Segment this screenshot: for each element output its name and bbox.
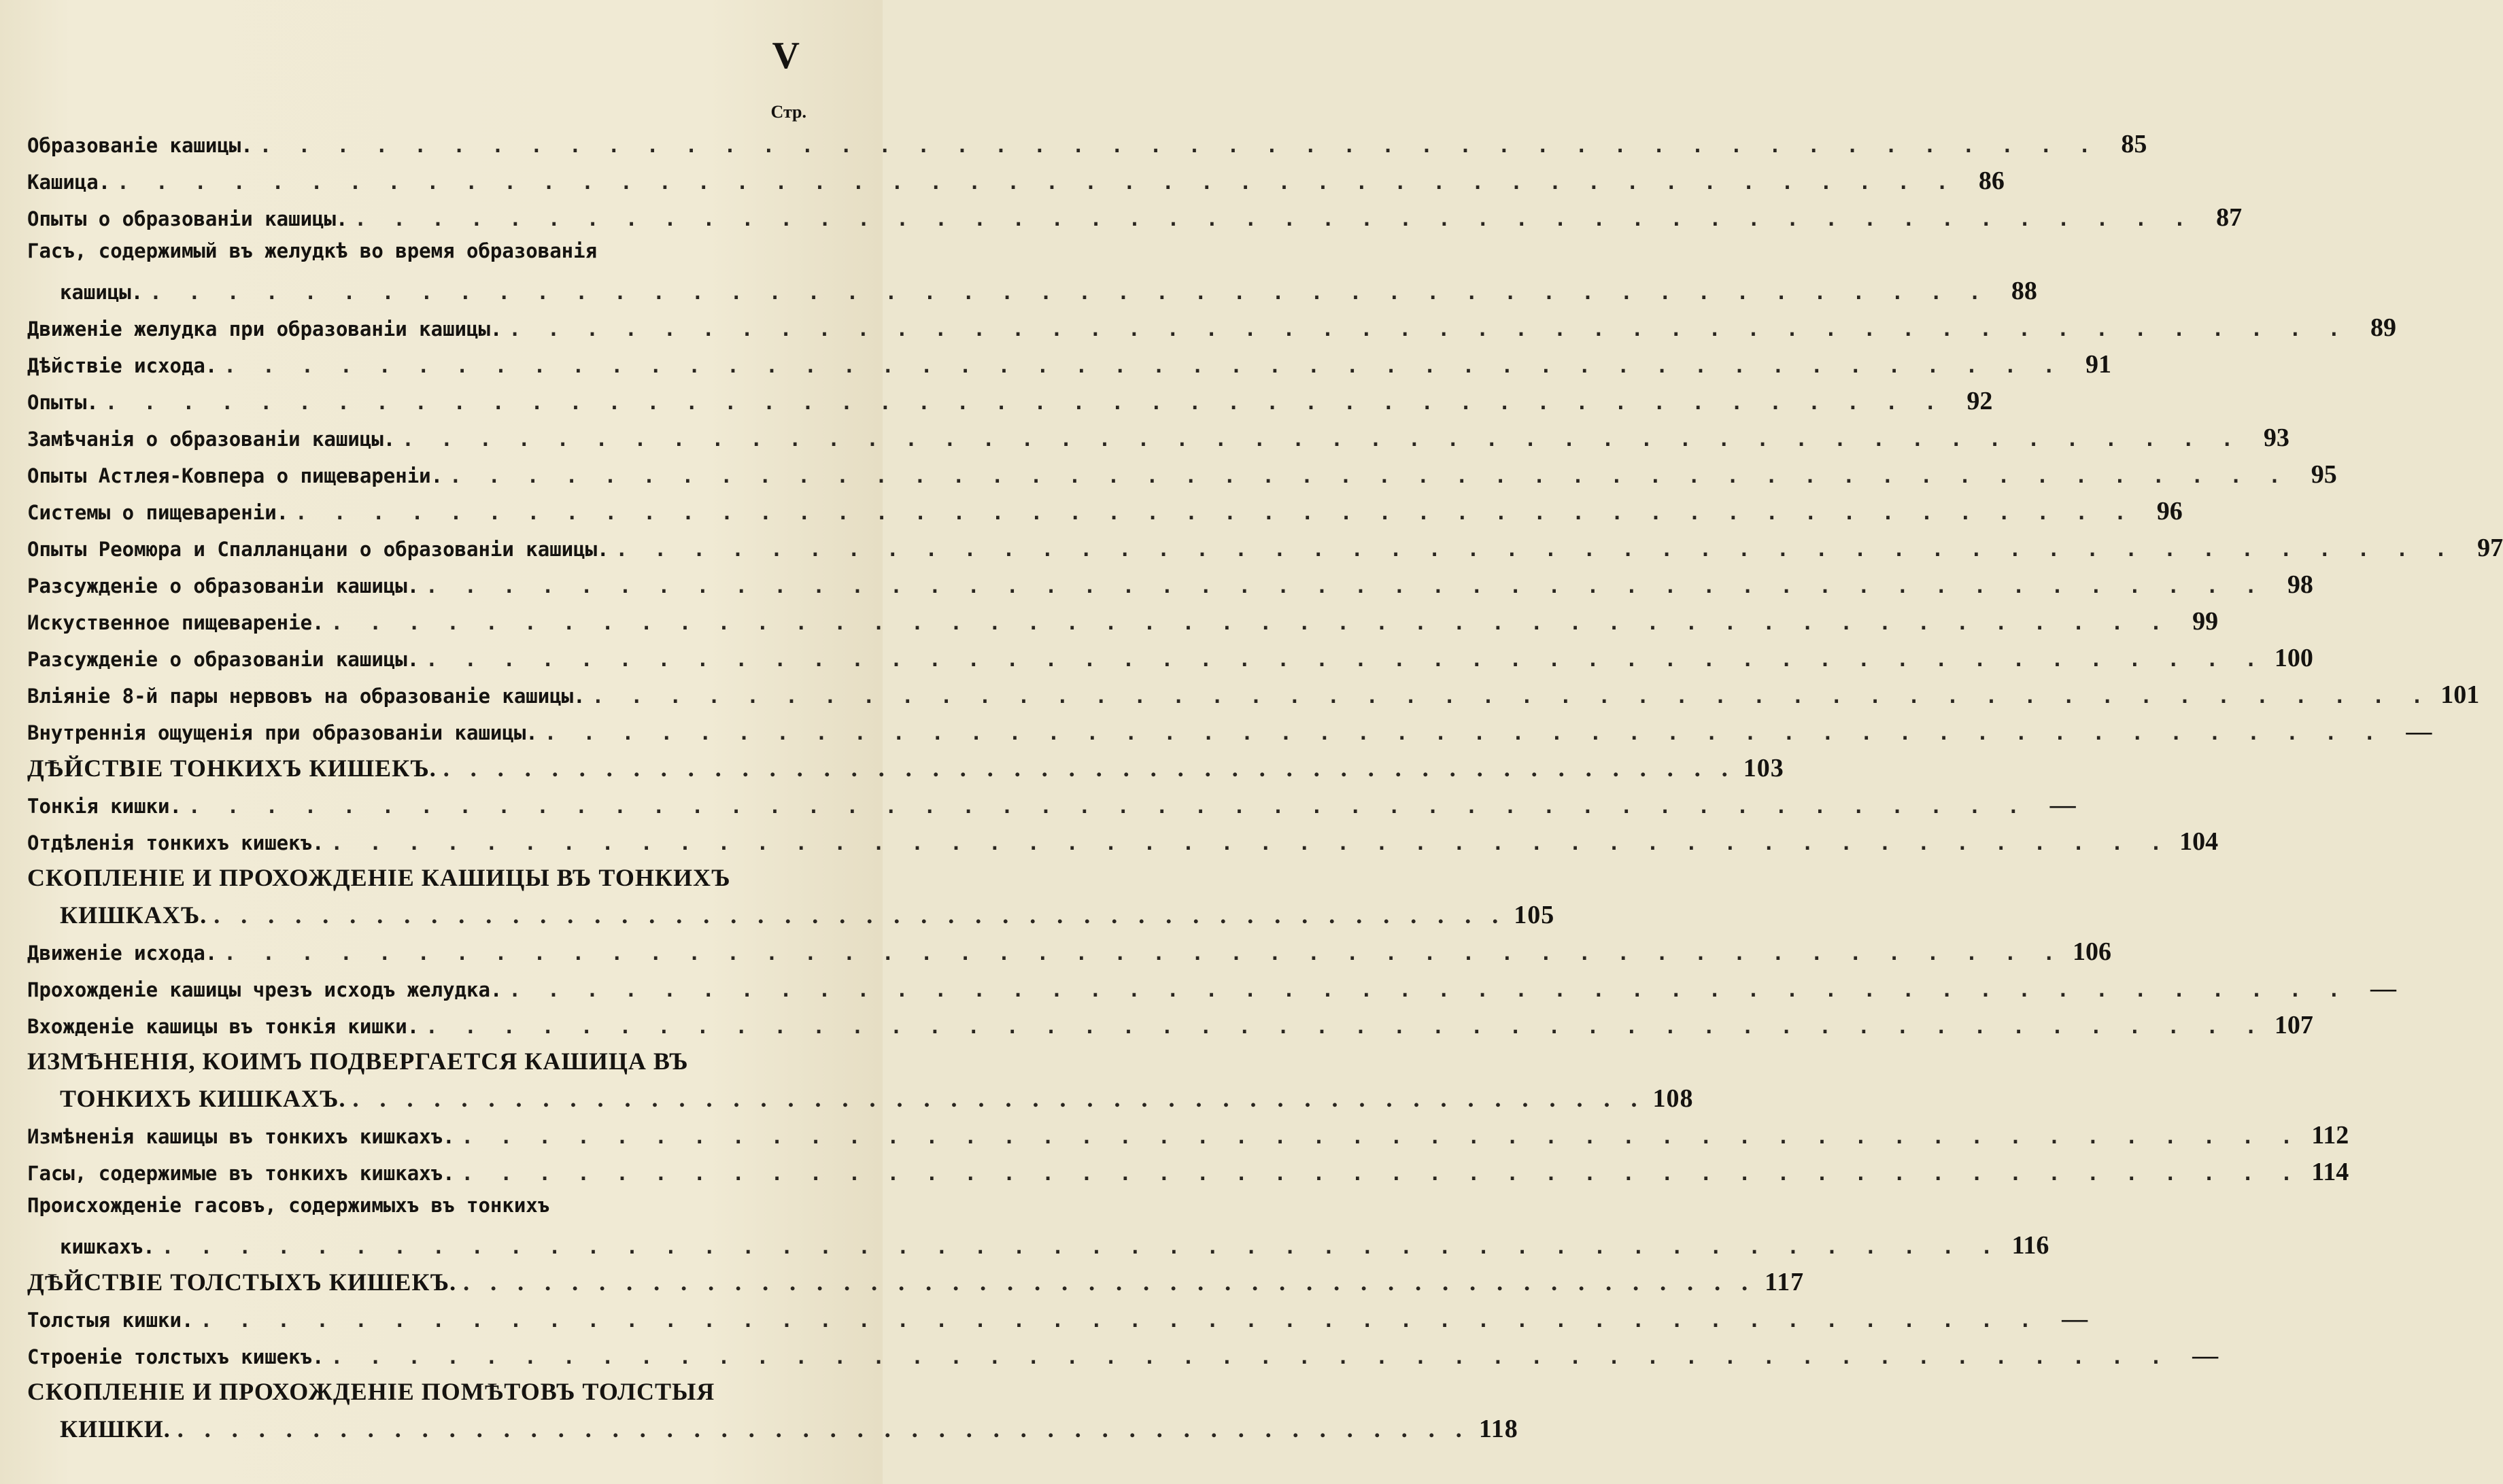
toc-entry (27, 1304, 2088, 1341)
toc-entry (27, 276, 2037, 313)
toc-page-number: 89 (2370, 313, 2397, 342)
toc-entry-title: Гасы, содержимые въ тонкихъ кишкахъ. (27, 1162, 455, 1185)
toc-page-number: 100 (2274, 644, 2313, 672)
toc-entry-title: Разсужденіе о образованіи кашицы. (27, 574, 420, 598)
toc-page-number: 98 (2287, 570, 2313, 599)
toc-entry-title: Движеніе исхода. (27, 942, 218, 965)
toc-entry-title: Движеніе желудка при образованіи кашицы. (27, 317, 503, 341)
toc-dot-leader: . . . . . . . . . . . . . . . . . . . . . . . . . . . . . . . . . . . . . . . . . . . . . . . . (402, 428, 2241, 451)
toc-entry (27, 349, 2112, 386)
toc-entry (27, 570, 2313, 606)
toc-page-number: 104 (2179, 827, 2219, 856)
toc-entry (27, 166, 2005, 203)
toc-entry (27, 827, 2219, 863)
toc-page-number: — (2049, 791, 2076, 819)
toc-page-number: 87 (2216, 203, 2243, 232)
toc-entry (27, 1047, 808, 1084)
toc-page-number: 96 (2156, 497, 2183, 525)
toc-dot-leader: . . . . . . . . . . . . . . . . . . . . . . . . . . . . . . . . . . . . . . . . . . . . . . . . (105, 391, 1944, 414)
toc-dot-leader: . . . . . . . . . . . . . . . . . . . . . . . . . . . . . . . . . . . . . . . . . . . . . . . . (461, 1125, 2300, 1148)
toc-dot-leader: . . . . . . . . . . . . . . . . . . . . . . . . . . . . . . . . . . . . . . . . . . . . . . . . (200, 1309, 2039, 1332)
toc-entry (27, 1084, 1694, 1120)
toc-dot-leader: . . . . . . . . . . . . . . . . . . . . . . . . . . . . . . . . . . . . . . . . . . . . . . . . (354, 207, 2194, 230)
toc-entry-title: Прохожденіе кашицы чрезъ исходъ желудка. (27, 978, 503, 1001)
toc-entry (27, 203, 2243, 239)
toc-dot-leader: . . . . . . . . . . . . . . . . . . . . . . . . . . . . . . . . . . . . . . . . . . . . . . . . (330, 831, 2170, 855)
toc-page-number: 85 (2121, 130, 2147, 158)
toc-entry (27, 129, 2147, 166)
toc-entry (27, 643, 2313, 680)
toc-page-number: — (2370, 974, 2397, 1003)
toc-page-number: — (2192, 1341, 2219, 1370)
toc-dot-leader: . . . . . . . . . . . . . . . . . . . . . . . . . . . . . . . . . . . . . . . . . . . . . . . . (592, 685, 2431, 708)
toc-entry-title: Разсужденіе о образованіи кашицы. (27, 648, 420, 671)
toc-entry (27, 606, 2219, 643)
toc-dot-leader: . . . . . . . . . . . . . . . . . . . . . . . . . . . . . . . . . . . . . . . . . . . . . . . . (461, 1162, 2300, 1185)
toc-page-number: 99 (2192, 607, 2219, 636)
toc-dot-leader: . . . . . . . . . . . . . . . . . . . . . . . . . . . . . . . . . . . . . . . . . . . . . . . . (150, 281, 1988, 304)
toc-dot-leader: . . . . . . . . . . . . . . . . . . . . . . . . . . . . . . . . . . . . . . . . . . . . . . . . (224, 354, 2063, 377)
toc-entry-title: Кашица. (27, 171, 111, 194)
table-of-contents (27, 129, 2503, 1451)
toc-dot-leader: . . . . . . . . . . . . . . . . . . . . . . . . . . . . . . . . . . . . . . . . . . . . . . . . (615, 538, 2455, 561)
toc-entry (27, 460, 2337, 496)
toc-entry (27, 680, 2480, 717)
toc-entry-title: Тонкія кишки. (27, 795, 182, 818)
toc-entry (27, 313, 2397, 349)
toc-dot-leader: . . . . . . . . . . . . . . . . . . . . . . . . . . . . . . . . . . . . . . . . . . . . . . . . (161, 1235, 2000, 1258)
toc-entry (27, 386, 1993, 423)
toc-entry-title: Искуственное пищевареніе. (27, 611, 324, 634)
toc-page-number: 106 (2073, 937, 2112, 966)
toc-entry-title: Гасъ, содержимый въ желудкѣ во время образованія (27, 239, 598, 262)
toc-entry (27, 900, 1555, 937)
toc-page-number: 118 (1478, 1415, 1518, 1443)
toc-entry-title: СКОПЛЕНІЕ И ПРОХОЖДЕНІЕ ПОМѢТОВЪ ТОЛСТЫЯ (27, 1378, 715, 1405)
toc-entry-title: Образованіе кашицы. (27, 134, 253, 157)
toc-page-number: 93 (2263, 424, 2289, 452)
toc-page-number: 95 (2311, 460, 2337, 489)
toc-page-number: — (2062, 1305, 2088, 1333)
toc-page-number: — (2406, 717, 2432, 746)
toc-entry-title: ИЗМѢНЕНІЯ, КОИМЪ ПОДВЕРГАЕТСЯ КАШИЦА ВЪ (27, 1048, 689, 1075)
toc-entry-title: Вліяніе 8-й пары нервовъ на образованіе кашицы. (27, 685, 585, 708)
toc-dot-leader: . . . . . . . . . . . . . . . . . . . . . . . . . . . . . . . . . . . . . . . . . . . . . . . . (117, 171, 1956, 194)
toc-dot-leader: . . . . . . . . . . . . . . . . . . . . . . . . . . . . . . . . . . . . . . . . . . . . . . . . (352, 1085, 1645, 1112)
toc-entry-title: ТОНКИХЪ КИШКАХЪ. (60, 1085, 346, 1112)
toc-entry-title: Опыты Реомюра и Спалланцани о образованіи кашицы. (27, 538, 609, 561)
toc-entry-title: ДѢЙСТВІЕ ТОНКИХЪ КИШЕКЪ. (27, 755, 437, 782)
toc-entry-title: КИШКАХЪ. (60, 901, 207, 929)
toc-page-number: 107 (2274, 1011, 2313, 1039)
toc-dot-leader: . . . . . . . . . . . . . . . . . . . . . . . . . . . . . . . . . . . . . . . . . . . . . . . . (426, 1015, 2264, 1038)
toc-page-number: 86 (1978, 167, 2005, 195)
toc-entry (27, 423, 2289, 460)
toc-dot-leader: . . . . . . . . . . . . . . . . . . . . . . . . . . . . . . . . . . . . . . . . . . . . . . . . (509, 317, 2348, 341)
toc-page-number: 117 (1765, 1268, 1805, 1296)
toc-dot-leader: . . . . . . . . . . . . . . . . . . . . . . . . . . . . . . . . . . . . . . . . . . . . . . . . (224, 942, 2063, 965)
toc-entry (27, 1120, 2349, 1157)
toc-entry (27, 1267, 1805, 1304)
toc-page-number: 114 (2311, 1158, 2349, 1186)
toc-page-number: 103 (1743, 754, 1784, 782)
toc-dot-leader: . . . . . . . . . . . . . . . . . . . . . . . . . . . . . . . . . . . . . . . . . . . . . . . . (544, 721, 2383, 744)
toc-entry (27, 973, 2397, 1010)
toc-entry-title: СКОПЛЕНІЕ И ПРОХОЖДЕНІЕ КАШИЦЫ ВЪ ТОНКИХЪ (27, 864, 731, 891)
toc-dot-leader: . . . . . . . . . . . . . . . . . . . . . . . . . . . . . . . . . . . . . . . . . . . . . . . . (509, 978, 2348, 1001)
toc-page-number: 101 (2440, 680, 2480, 709)
toc-entry (27, 863, 808, 900)
toc-page-number: 97 (2477, 534, 2503, 562)
toc-entry-title: ДѢЙСТВІЕ ТОЛСТЫХЪ КИШЕКЪ. (27, 1269, 457, 1296)
toc-entry-title: Опыты Астлея-Ковпера о пищевареніи. (27, 464, 443, 487)
toc-entry (27, 1414, 1518, 1451)
page-number: V (772, 35, 801, 77)
toc-dot-leader: . . . . . . . . . . . . . . . . . . . . . . . . . . . . . . . . . . . . . . . . . . . . . . . . (188, 795, 2027, 818)
toc-dot-leader: . . . . . . . . . . . . . . . . . . . . . . . . . . . . . . . . . . . . . . . . . . . . . . . . (259, 134, 2098, 157)
toc-page-number: 108 (1652, 1084, 1694, 1113)
toc-entry-title: кашицы. (60, 281, 143, 304)
toc-page-number: 88 (2011, 277, 2037, 305)
toc-dot-leader: . . . . . . . . . . . . . . . . . . . . . . . . . . . . . . . . . . . . . . . . . . . . . . . . (426, 574, 2264, 598)
toc-entry-title: КИШКИ. (60, 1415, 171, 1443)
toc-entry-title: Вхожденіе кашицы въ тонкія кишки. (27, 1015, 420, 1038)
page-column-header: Стр. (770, 102, 806, 122)
toc-entry (27, 753, 1784, 790)
toc-entry (27, 496, 2183, 533)
toc-entry-title: Опыты. (27, 391, 99, 414)
toc-dot-leader: . . . . . . . . . . . . . . . . . . . . . . . . . . . . . . . . . . . . . . . . . . . . . . . . (214, 901, 1506, 929)
toc-dot-leader: . . . . . . . . . . . . . . . . . . . . . . . . . . . . . . . . . . . . . . . . . . . . . . . . (449, 464, 2288, 487)
toc-entry (27, 1010, 2313, 1047)
toc-dot-leader: . . . . . . . . . . . . . . . . . . . . . . . . . . . . . . . . . . . . . . . . . . . . . . . . (443, 755, 1735, 782)
toc-entry (27, 790, 2076, 827)
toc-entry-title: Отдѣленія тонкихъ кишекъ. (27, 831, 324, 855)
toc-dot-leader: . . . . . . . . . . . . . . . . . . . . . . . . . . . . . . . . . . . . . . . . . . . . . . . . (330, 611, 2170, 634)
toc-page-number: 112 (2311, 1121, 2349, 1150)
toc-entry (27, 239, 808, 276)
toc-entry (27, 1377, 808, 1414)
toc-entry-title: Внутреннія ощущенія при образованіи кашицы. (27, 721, 538, 744)
toc-entry (27, 937, 2112, 973)
toc-dot-leader: . . . . . . . . . . . . . . . . . . . . . . . . . . . . . . . . . . . . . . . . . . . . . . . . (295, 501, 2134, 524)
toc-page-number: 105 (1514, 901, 1555, 929)
toc-entry (27, 717, 2432, 753)
toc-entry-title: Опыты о образованіи кашицы. (27, 207, 348, 230)
toc-dot-leader: . . . . . . . . . . . . . . . . . . . . . . . . . . . . . . . . . . . . . . . . . . . . . . . . (177, 1415, 1469, 1443)
toc-entry-title: Замѣчанія о образованіи кашицы. (27, 428, 396, 451)
toc-entry-title: кишкахъ. (60, 1235, 155, 1258)
toc-entry (27, 1194, 808, 1230)
toc-entry-title: Дѣйствіе исхода. (27, 354, 218, 377)
toc-entry-title: Системы о пищевареніи. (27, 501, 289, 524)
toc-entry (27, 533, 2503, 570)
toc-page-number: 91 (2085, 350, 2112, 379)
toc-entry-title: Измѣненія кашицы въ тонкихъ кишкахъ. (27, 1125, 455, 1148)
toc-entry-title: Толстыя кишки. (27, 1309, 194, 1332)
toc-dot-leader: . . . . . . . . . . . . . . . . . . . . . . . . . . . . . . . . . . . . . . . . . . . . . . . . (330, 1345, 2170, 1368)
toc-entry (27, 1157, 2349, 1194)
toc-entry (27, 1230, 2049, 1267)
toc-entry (27, 1341, 2219, 1377)
toc-dot-leader: . . . . . . . . . . . . . . . . . . . . . . . . . . . . . . . . . . . . . . . . . . . . . . . . (463, 1269, 1756, 1296)
toc-entry-title: Происхожденіе гасовъ, содержимыхъ въ тонкихъ (27, 1194, 550, 1217)
toc-dot-leader: . . . . . . . . . . . . . . . . . . . . . . . . . . . . . . . . . . . . . . . . . . . . . . . . (426, 648, 2264, 671)
toc-page-number: 92 (1966, 387, 1993, 415)
toc-page-number: 116 (2011, 1231, 2049, 1260)
toc-entry-title: Строеніе толстыхъ кишекъ. (27, 1345, 324, 1368)
